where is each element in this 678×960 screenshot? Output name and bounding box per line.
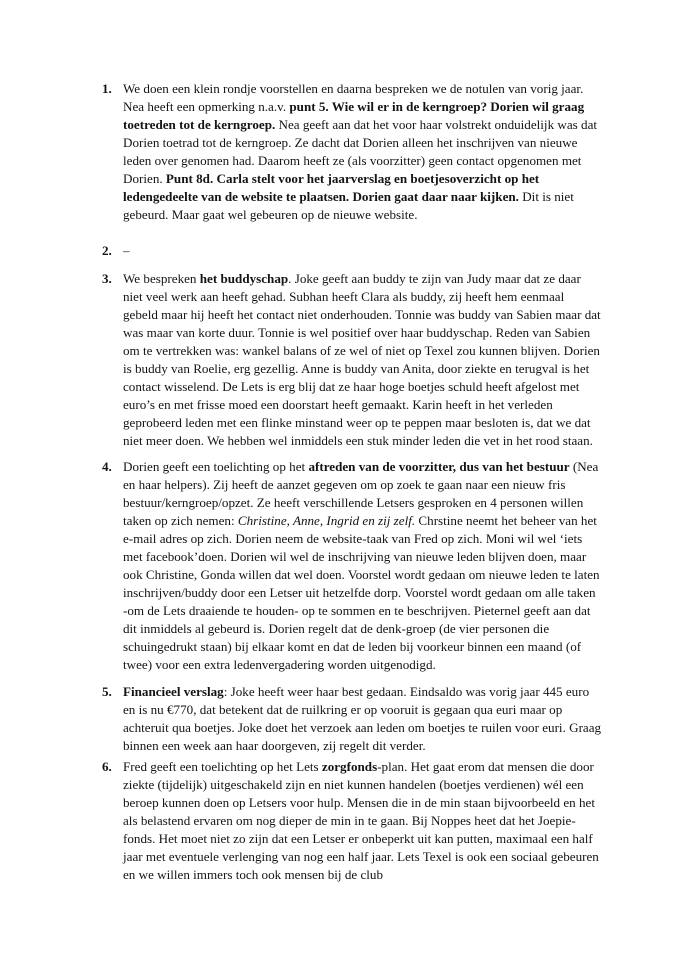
agenda-item-6: [102, 758, 602, 884]
text-run: Chrstine neemt het beheer van het e-mail adres op zich. Dorien neem de website-taak van Fred op zich. Moni wil wel ‘iets met facebook’doen. Dorien wil wel de inschrijving van nieuwe leden blijven doen, maar ook Christine, Gonda willen dat wel doen. Voorstel wordt gedaan om nieuwe leden te laten inschrijven/buddy door een Letser uit hetzelfde dorp. Voorstel wordt gedaan om alle taken -om de Lets draaiende te houden- op te sommen en te beschrijven. Pieternel geeft aan dat dit inmiddels al gebeurd is. Dorien regelt dat de denk-groep (de vier personen die schuingedrukt staan) bij elkaar komt en dat de leden bij voorkeur binnen een maand (of twee) voor een extra ledenvergadering worden uitgenodigd.: [123, 513, 600, 672]
item-text: [123, 270, 602, 450]
paragraph: [123, 758, 602, 884]
agenda-item-1: [102, 80, 602, 224]
bold-text: punt 5. Wie wil er in de kerngroep? Dorien wil graag toetreden tot de kerngroep.: [123, 99, 585, 132]
item-number: 5.: [102, 684, 112, 699]
italic-text: Christine, Anne, Ingrid en zij zelf.: [237, 513, 416, 528]
paragraph: [123, 458, 602, 674]
paragraph: [123, 270, 602, 450]
paragraph: [123, 242, 602, 260]
paragraph: [123, 80, 602, 98]
text-run: Dorien geeft een toelichting op het: [123, 459, 309, 474]
bold-text: het buddyschap: [199, 271, 289, 286]
item-text: [123, 80, 602, 224]
agenda-item-5: [102, 683, 602, 755]
agenda-item-4: [102, 458, 602, 674]
paragraph: [123, 98, 602, 224]
text-run: . Joke geeft aan buddy te zijn van Judy maar dat ze daar niet veel werk aan heeft gehad. Subhan heeft Clara als buddy, zij heeft hem eenmaal gebeld maar hij heeft het contact niet onderhouden. Tonnie was buddy van Sabien maar dat was maar van korte duur. Tonnie is wel positief over haar buddyschap. Reden van Sabien om te vertrekken was: wankel balans of ze wel of niet op Texel zou kunnen blijven. Dorien is buddy van Roelie, erg gezellig. Anne is buddy van Anita, door ziekte en terugval is het contact wisselend. De Lets is erg blij dat ze haar hoge boetjes schuld heeft afgelost met euro’s en met frisse moed een doorstart heeft gemaakt. Karin heeft in het verleden geprobeerd leden met een flinke minstand weer op te peppen maar besloten is, dat we dat niet meer doen. We hebben wel inmiddels een stuk minder leden die vet in het rood staan.: [123, 271, 601, 448]
text-run: Nea heeft een opmerking n.a.v.: [123, 99, 290, 114]
bold-text: zorgfonds: [321, 759, 378, 774]
item-text: [123, 683, 602, 755]
item-text: [123, 458, 602, 674]
item-number: 1.: [102, 81, 112, 96]
text-run: -plan. Het gaat erom dat mensen die door ziekte (tijdelijk) uitgeschakeld zijn en niet kunnen handelen (boetjes verdienen) wél een beroep kunnen doen op Letsers voor hulp. Mensen die in de min staan bijvoorbeeld en het als belastend ervaren om nog dieper de min in te gaan. Bij Noppes heet dat het Joepie-fonds. Het moet niet zo zijn dat een Letser er onbeperkt uit kan putten, maximaal een half jaar met eventuele verlenging van nog een half jaar. Lets Texel is ook een sociaal gebeuren en we willen immers toch ook mensen bij de club: [123, 759, 599, 882]
item-number: 4.: [102, 459, 112, 474]
item-text: [123, 242, 602, 260]
agenda-item-2: [102, 242, 602, 260]
bold-text: Punt 8d. Carla stelt voor het jaarverslag en boetjesoverzicht op het ledengedeelte van de website te plaatsen. Dorien gaat daar naar kijken.: [123, 171, 540, 204]
text-run: Fred geeft een toelichting op het Lets: [123, 759, 322, 774]
item-number: 3.: [102, 271, 112, 286]
text-run: (Nea en haar helpers). Zij heeft de aanzet gegeven om op zoek te gaan naar een nieuw fris bestuur/kerngroep/opzet. Ze heeft verschillende Letsers gesproken en 4 personen willen taken op zich nemen:: [123, 459, 599, 528]
item-number: 2.: [102, 243, 112, 258]
bold-text: Financieel verslag: [123, 684, 224, 699]
text-run: Dit is niet gebeurd. Maar gaat wel gebeuren op de nieuwe website.: [123, 189, 574, 222]
item-number: 6.: [102, 759, 112, 774]
agenda-item-3: [102, 270, 602, 450]
item-text: [123, 758, 602, 884]
text-run: Nea geeft aan dat het voor haar volstrekt onduidelijk was dat Dorien toetrad tot de kerngroep. Ze dacht dat Dorien alleen het inschrijven van nieuwe leden over genomen had. Daarom heeft ze (als voorzitter) geen contact opgenomen met Dorien.: [123, 117, 598, 186]
text-run: –: [123, 243, 130, 258]
text-run: We bespreken: [123, 271, 200, 286]
bold-text: aftreden van de voorzitter, dus van het bestuur: [308, 459, 570, 474]
text-run: : Joke heeft weer haar best gedaan. Eindsaldo was vorig jaar 445 euro en is nu €770, dat betekent dat de ruilkring er op vooruit is gegaan qua euri maar op achteruit qua boetjes. Joke doet het verzoek aan leden om boetjes te ruilen voor euri. Graag binnen een week aan haar doorgeven, zij regelt dit verder.: [123, 684, 602, 753]
paragraph: [123, 683, 602, 755]
text-run: We doen een klein rondje voorstellen en daarna bespreken we de notulen van vorig jaar.: [123, 81, 584, 96]
